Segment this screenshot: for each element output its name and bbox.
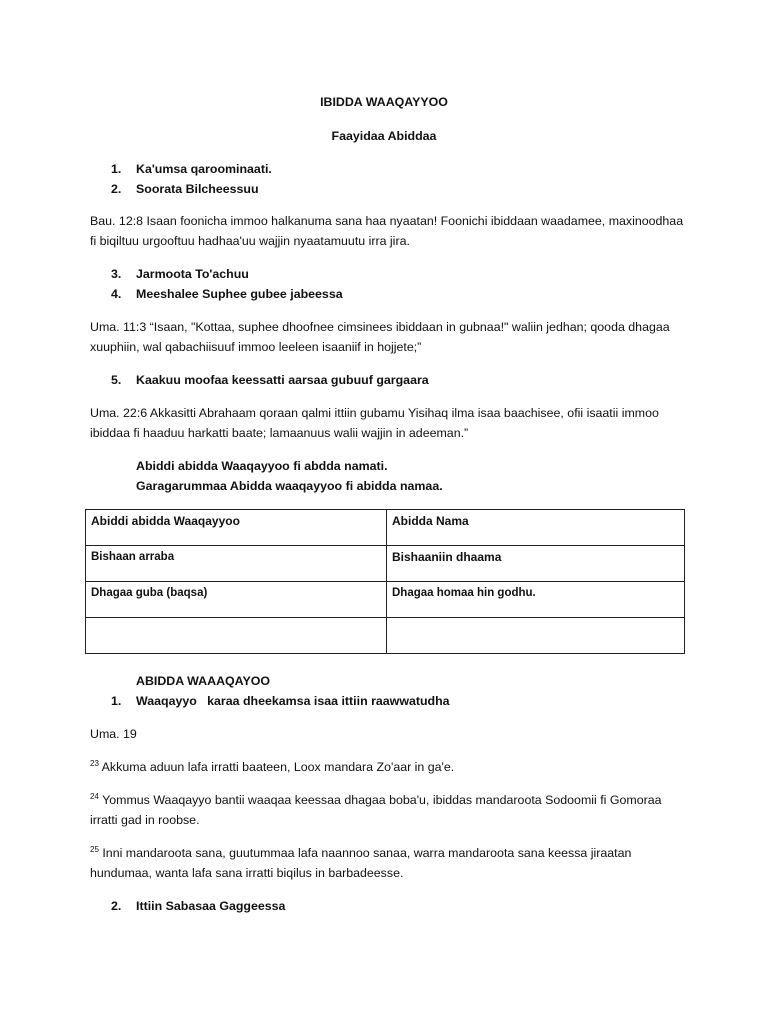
document-title: IBIDDA WAAQAYYOO (320, 95, 448, 109)
table-cell: Bishaan arraba (86, 546, 387, 582)
paragraph-bau: Bau. 12:8 Isaan foonicha immoo halkanuma sana haa nyaatan! Foonichi ibiddaan waadamee, maxinoodhaa fi biqiltuu urgooftuu hadhaa'uu wajjin nyaatamuutu irra jira. (90, 214, 684, 248)
verse-25: $^{25}$ Inni mandaroota sana, guutummaa lafa naannoo sanaa, warra mandaroota sana keessa jiraatan hundumaa, wanta lafa sana irratti biqilus in barbadeesse. (90, 844, 632, 880)
table-cell: Dhagaa homaa hin godhu. (387, 582, 685, 618)
compare-heading-1: Abiddi abidda Waaqayyoo fi abdda namati. (136, 459, 388, 473)
table-cell (387, 618, 685, 654)
compare-heading-2: Garagarummaa Abidda waaqayyoo fi abidda namaa. (136, 479, 443, 493)
verse-number: 23 (90, 758, 99, 768)
verse-number: 25 (90, 844, 99, 854)
table-cell (86, 618, 387, 654)
section-heading: ABIDDA WAAAQAYOO (136, 674, 271, 688)
verse-24: $^{24}$ Yommus Waaqayyo bantii waaqaa keessaa dhagaa boba'u, ibiddas mandaroota Sodoomii fi Gomoraa irratti gad in roobse. (90, 791, 662, 827)
document-page: IBIDDA WAAQAYYOO Faayidaa Abiddaa 1. Ka'umsa qaroominaati. 2. Soorata Bilcheessuu Bau. 12:8 Isaan foonicha immoo halkanuma sana haa nyaatan! Foonichi ibiddaan waadamee, maxinoodhaa fi biqiltuu urgooftuu hadhaa'uu wajjin nyaatamuutu irra jira. 3. Jarmoota To'achuu 4. Meeshalee Suphee gubee jabeessa Uma. 11:3 “Isaan, "Kottaa, suphee dhoofnee cimsinees ibiddaan in gubnaa!" waliin jedhan; qooda dhagaa xuuphiin, wal qabachiisuuf immoo leeleen isaaniif in hojjete;” 5. Kaakuu moofaa keessatti aarsaa gubuuf gargaara Uma. 22:6 Akkasitti Abrahaam qoraan qalmi ittiin gubamu Yisihaq ilma isaa baachisee, ofii isaatii immoo ibiddaa fi haaduu harkatti baate; lamaanuus walii wajjin in adeeman.” Abiddi abidda Waaqayyoo fi abdda namati. Garagarummaa Abidda waaqayyoo fi abidda namaa. Abiddi abidda Waaqayyoo Abidda Nama Bishaan arraba Bishaaniin dhaama Dhagaa guba (baqsa) Dhagaa homaa hin godhu. ABIDDA WAAAQAYOO 1. Waaqayyo karaa dheekamsa isaa ittiin raawwatudha Uma. 19 $^{23}$ Akkuma aduun lafa irratti baateen, Loox mandara Zo'aar in ga'e. $^{24}$ Yommus Waaqayyo bantii waaqaa keessaa dhagaa boba'u, ibiddas mandaroota Sodoomii fi Gomoraa irratti gad in roobse. $^{25}$ Inni mandaroota sana, guutummaa lafa naannoo sanaa, warra mandaroota sana keessa jiraatan hundumaa, wanta lafa sana irratti biqilus in barbadeesse. 2. Ittiin Sabasaa Gaggeessa (0, 0, 768, 1024)
table-header-row (86, 510, 685, 546)
table-row (86, 582, 685, 618)
document-subtitle: Faayidaa Abiddaa (331, 129, 437, 143)
comparison-table (85, 509, 685, 654)
table-cell: Dhagaa guba (baqsa) (86, 582, 387, 618)
verse-number: 24 (90, 791, 99, 801)
table-row (86, 618, 685, 654)
table-header-cell: Abiddi abidda Waaqayyoo (86, 510, 387, 546)
table-row (86, 546, 685, 582)
paragraph-uma-11: Uma. 11:3 “Isaan, "Kottaa, suphee dhoofnee cimsinees ibiddaan in gubnaa!" waliin jedhan; qooda dhagaa xuuphiin, wal qabachiisuuf immoo leeleen isaaniif in hojjete;” (90, 320, 670, 354)
table-cell: Bishaaniin dhaama (387, 546, 685, 582)
scripture-reference: Uma. 19 (90, 727, 137, 741)
verse-23: $^{23}$ Akkuma aduun lafa irratti baateen, Loox mandara Zo'aar in ga'e. (90, 758, 455, 774)
paragraph-uma-22: Uma. 22:6 Akkasitti Abrahaam qoraan qalmi ittiin gubamu Yisihaq ilma isaa baachisee, ofii isaatii immoo ibiddaa fi haaduu harkatti baate; lamaanuus walii wajjin in adeeman.” (90, 406, 659, 440)
table-header-cell: Abidda Nama (387, 510, 685, 546)
